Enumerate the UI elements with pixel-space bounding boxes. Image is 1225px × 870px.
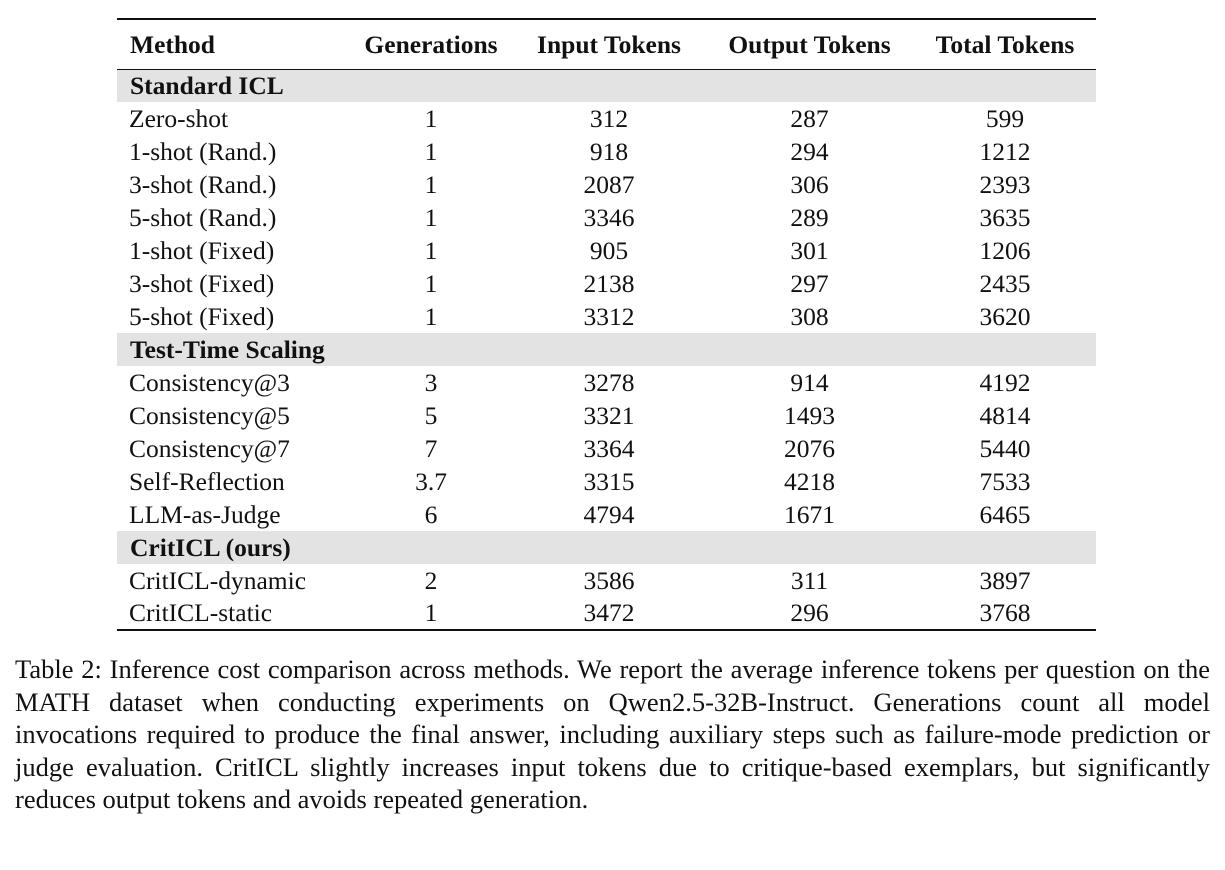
method-cell: 1-shot (Rand.) <box>129 136 277 166</box>
value-cell: 294 <box>790 136 829 166</box>
value-cell: 3346 <box>583 202 635 232</box>
header-method: Method <box>117 19 349 69</box>
header-output-tokens: Output Tokens <box>705 19 914 69</box>
value-cell: 7533 <box>979 466 1031 496</box>
value-cell: 306 <box>790 169 829 199</box>
value-cell: 4218 <box>784 466 835 496</box>
value-cell: 3897 <box>979 565 1031 595</box>
value-cell: 2076 <box>784 433 835 463</box>
value-cell: 3 <box>424 367 438 397</box>
value-cell: 5440 <box>979 433 1031 463</box>
method-cell: 5-shot (Rand.) <box>129 202 277 232</box>
value-cell: 1671 <box>784 499 835 529</box>
value-cell: 301 <box>790 235 829 265</box>
value-cell: 1 <box>424 268 438 298</box>
method-cell: Consistency@3 <box>129 367 290 397</box>
value-cell: 5 <box>424 400 438 430</box>
value-cell: 3620 <box>979 301 1031 331</box>
table-row <box>117 366 1096 399</box>
header-generations: Generations <box>349 19 513 69</box>
value-cell: 1 <box>424 103 438 133</box>
value-cell: 1 <box>349 597 513 630</box>
value-cell: 914 <box>790 367 829 397</box>
value-cell: 311 <box>790 565 829 595</box>
table-row <box>117 234 1096 267</box>
value-cell: 3472 <box>513 597 705 630</box>
header-total-tokens: Total Tokens <box>914 19 1096 69</box>
value-cell: 2087 <box>583 169 635 199</box>
table-header-row <box>117 19 1096 69</box>
method-cell: Self-Reflection <box>129 466 285 496</box>
value-cell: 2393 <box>979 169 1031 199</box>
value-cell: 3635 <box>979 202 1031 232</box>
value-cell: 289 <box>790 202 829 232</box>
value-cell: 6465 <box>979 499 1031 529</box>
method-cell: 3-shot (Fixed) <box>129 268 275 298</box>
method-cell: 5-shot (Fixed) <box>129 301 275 331</box>
value-cell: 3.7 <box>415 466 447 496</box>
inference-cost-table <box>117 18 1096 631</box>
method-cell: CritICL-static <box>117 597 349 630</box>
table-row <box>117 597 1096 630</box>
section-title: Test-Time Scaling <box>117 333 1096 366</box>
value-cell: 1 <box>424 169 438 199</box>
value-cell: 1206 <box>979 235 1031 265</box>
table-row <box>117 201 1096 234</box>
table-row <box>117 267 1096 300</box>
section-title: CritICL (ours) <box>117 531 1096 564</box>
value-cell: 3315 <box>583 466 635 496</box>
value-cell: 3768 <box>914 597 1096 630</box>
value-cell: 7 <box>424 433 438 463</box>
value-cell: 4192 <box>979 367 1031 397</box>
table-row <box>117 168 1096 201</box>
value-cell: 1 <box>424 136 438 166</box>
value-cell: 308 <box>790 301 829 331</box>
table-row <box>117 300 1096 333</box>
section-row <box>117 69 1096 102</box>
method-cell: 1-shot (Fixed) <box>129 235 275 265</box>
table-row <box>117 465 1096 498</box>
table-row <box>117 432 1096 465</box>
value-cell: 918 <box>589 136 629 166</box>
method-cell: Consistency@7 <box>129 433 290 463</box>
table-row <box>117 564 1096 597</box>
method-cell: Zero-shot <box>129 103 229 133</box>
method-cell: Consistency@5 <box>129 400 290 430</box>
value-cell: 2138 <box>583 268 635 298</box>
value-cell: 3586 <box>583 565 635 595</box>
value-cell: 2 <box>424 565 438 595</box>
method-cell: 3-shot (Rand.) <box>129 169 277 199</box>
table-row <box>117 498 1096 531</box>
value-cell: 1 <box>424 301 438 331</box>
value-cell: 3312 <box>583 301 635 331</box>
value-cell: 3364 <box>583 433 635 463</box>
value-cell: 312 <box>589 103 629 133</box>
value-cell: 4794 <box>583 499 635 529</box>
header-input-tokens: Input Tokens <box>513 19 705 69</box>
value-cell: 6 <box>424 499 438 529</box>
value-cell: 905 <box>589 235 629 265</box>
table-row <box>117 135 1096 168</box>
section-row <box>117 333 1096 366</box>
table-caption: Table 2: Inference cost comparison across methods. We report the average inference tokens per question on the MATH dataset when conducting experiments on Qwen2.5-32B-Instruct. Generations count all model invocations required to produce the final answer, including auxiliary steps such as failure-mode prediction or judge evaluation. CritICL slightly increases input tokens due to critique-based exemplars, but significantly reduces output tokens and avoids repeated generation. <box>15 654 1210 815</box>
table-row <box>117 102 1096 135</box>
value-cell: 1 <box>424 202 438 232</box>
value-cell: 1493 <box>784 400 835 430</box>
value-cell: 599 <box>985 103 1025 133</box>
value-cell: 287 <box>790 103 829 133</box>
method-cell: LLM-as-Judge <box>129 499 281 529</box>
table-body <box>117 69 1096 630</box>
section-row <box>117 531 1096 564</box>
value-cell: 3321 <box>583 400 635 430</box>
value-cell: 296 <box>705 597 914 630</box>
section-title: Standard ICL <box>117 69 1096 102</box>
method-cell: CritICL-dynamic <box>129 565 307 595</box>
value-cell: 297 <box>790 268 829 298</box>
value-cell: 2435 <box>979 268 1031 298</box>
value-cell: 1212 <box>979 136 1031 166</box>
value-cell: 4814 <box>979 400 1031 430</box>
value-cell: 3278 <box>583 367 635 397</box>
table-row <box>117 399 1096 432</box>
value-cell: 1 <box>424 235 438 265</box>
